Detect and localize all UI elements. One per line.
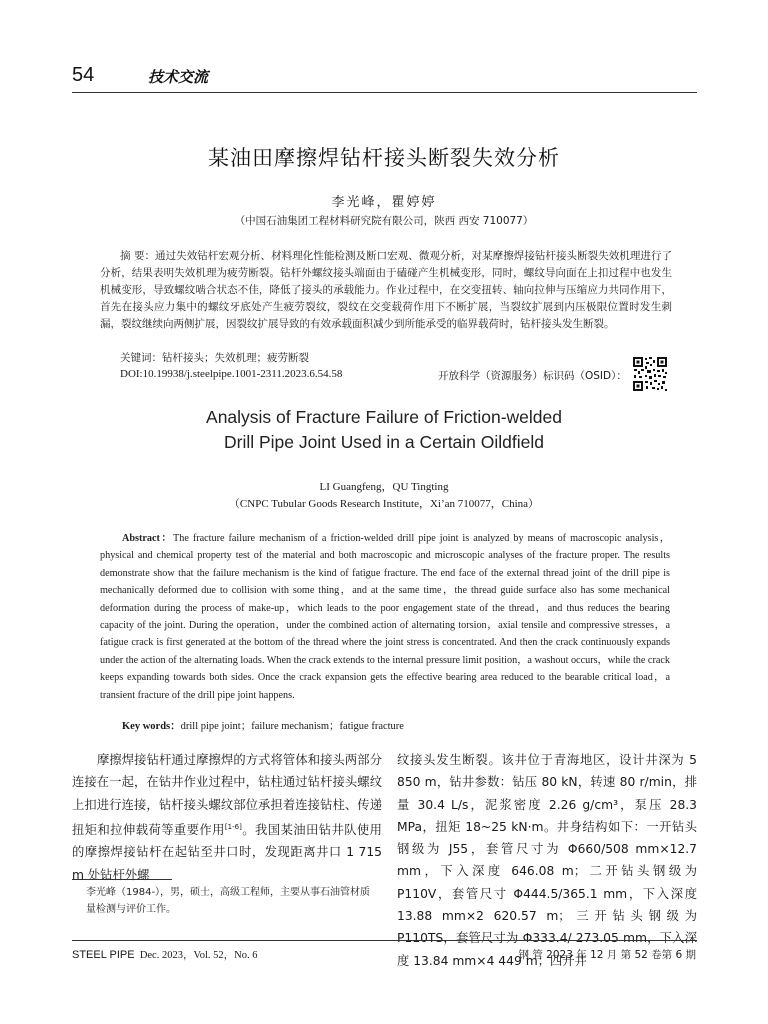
author-footnote: 李光峰（1984-），男，硕士，高级工程师，主要从事石油管材质量检测与评价工作。 [86,887,371,915]
chinese-affiliation: （中国石油集团工程材料研究院有限公司，陕西 西安 710077） [234,215,534,227]
body-left-text-a: 摩擦焊接钻杆通过摩擦焊的方式将管体和接头两部分连接在一起，在钻井作业过程中，钻柱通过钻杆接头螺纹上扣进行连接，钻杆接头螺纹部位承担着连接钻柱、传递扭矩和拉伸载荷等重要作用 [72,753,382,837]
english-abstract [100,530,670,704]
english-title [0,405,768,455]
footer-chinese-info: 钢 管 2023 年 12 月 第 52 卷第 6 期 [518,949,696,961]
chinese-keywords [120,350,309,365]
doi-link[interactable]: DOI:10.19938/j.steelpipe.1001-2311.2023.6.54.58 [120,368,343,380]
english-keywords-text: drill pipe joint；failure mechanism；fatigue fracture [180,721,404,732]
chinese-abstract-text: 通过失效钻杆宏观分析、材料理化性能检测及断口宏观、微观分析，对某摩擦焊接钻杆接头断裂失效机理进行了分析，结果表明失效机理为疲劳断裂。钻杆外螺纹接头端面由于磕碰产生机械变形，同时，螺纹导向面在上扣过程中也发生机械变形，导致螺纹啮合状态不佳，降低了接头的承载能力。作业过程中，在交变扭转、轴向拉伸与压缩应力共同作用下，首先在接头应力集中的螺纹牙底处产生疲劳裂纹，裂纹在交变载荷作用下不断扩展，当裂纹扩展到内压极限位置时发生刺漏，裂纹继续向两侧扩展，因裂纹扩展导致的有效承载面积减少到所能承受的临界载荷时，钻杆接头发生断裂。 [100,250,672,330]
chinese-keywords-label: 关键词： [120,352,162,364]
english-abstract-text: The fracture failure mechanism of a friction-welded drill pipe joint is analyzed by means of macroscopic analysis，physical and chemical property test of the material and both macroscopic and microscopic analyses of the fracture proper. The results demonstrate show that the failure mechanism is the kind of fatigue fracture. The end face of the external thread joint of the drill pipe is mechanically deformed due to collision with some thing，and at the same time，the thread guide surface also has some mechanical deformation during the process of make-up，which leads to the poor engagement state of the thread，and thus reduces the bearing capacity of the joint. During the operation，under the combined action of alternating torsion，axial tensile and compressive stresses，a fatigue crack is first generated at the bottom of the thread where the joint stress is concentrated. And then the crack continuously expands under the action of the alternating loads. When the crack extends to the internal pressure limit position，a washout occurs，while the crack keeps expanding towards both sides. Once the crack expansion gets the effective bearing area reduced to the bearable critical load，a transient fracture of the drill pipe joint happens. [100,533,670,701]
section-label: 技术交流 [148,68,209,86]
chinese-title: 某油田摩擦焊钻杆接头断裂失效分析 [208,146,560,170]
chinese-abstract-label: 摘 要： [120,250,156,262]
english-keywords [122,718,404,733]
page-number: 54 [72,64,95,86]
english-keywords-label: Key words： [122,721,181,732]
english-title-line1: Analysis of Fracture Failure of Friction-welded [206,407,562,427]
footer-issue: Dec. 2023，Vol. 52，No. 6 [139,950,258,961]
english-title-line2: Drill Pipe Joint Used in a Certain Oildfield [224,432,544,452]
chinese-authors: 李光峰，瞿婷婷 [331,195,437,210]
footer-journal-info [72,947,257,962]
qr-code-icon[interactable] [632,356,668,392]
chinese-abstract [100,248,672,333]
body-right-column: 纹接头发生断裂。该井位于青海地区，设计井深为 5 850 m，钻井参数：钻压 80 kN，转速 80 r/min，排量 30.4 L/s，泥浆密度 2.26 g/cm³，泵压 28.3 MPa，扭矩 18~25 kN·m。井身结构如下：一开钻头钢级为 J55，套管尺寸为 Φ660/508 mm×12.7 mm，下入深度 646.08 m；二开钻头钢级为 P110V，套管尺寸 Φ444.5/365.1 mm，下入深度 13.88 mm×2 620.57 m；三开钻头钢级为 P110TS，套管尺寸为 Φ333.4/ 273.05 mm，下入深度 13.84 mm×4 449 m；四开井 [397,753,697,968]
english-abstract-label: Abstract： [122,533,173,544]
english-affiliation: （CNPC Tubular Goods Research Institute，Xi’an 710077，China） [228,498,540,510]
body-left-column [72,749,382,886]
footer-brand: STEEL PIPE [72,949,135,961]
english-authors: LI Guangfeng，QU Tingting [319,481,449,493]
header-divider [72,92,697,93]
body-left-text-b: 。我国某油田钻井队使用的摩擦焊接钻杆在起钻至井口时，发现距离井口 1 715 m 处钻杆外螺 [72,822,382,882]
citation-ref[interactable]: [1-6] [224,822,242,831]
osid-label: 开放科学（资源服务）标识码（OSID）： [438,370,627,382]
footer-divider [72,940,697,941]
footnote-divider [72,879,172,880]
chinese-keywords-text: 钻杆接头；失效机理；疲劳断裂 [162,352,309,364]
